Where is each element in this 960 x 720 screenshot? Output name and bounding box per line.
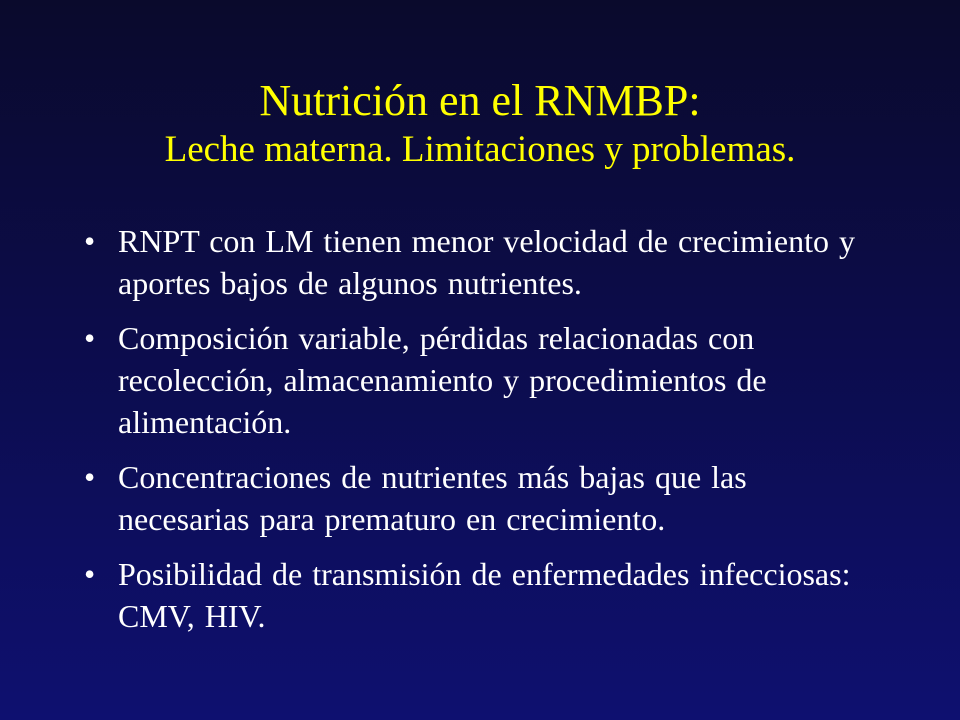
bullet-item bbox=[78, 220, 878, 304]
slide-subtitle: Leche materna. Limitaciones y problemas. bbox=[164, 129, 796, 170]
bullet-icon: • bbox=[84, 459, 96, 495]
bullet-icon: • bbox=[84, 556, 96, 592]
bullet-text: Composición variable, pérdidas relacionadas con recolección, almacenamiento y procedimientos de alimentación. bbox=[118, 320, 767, 440]
slide-title: Nutrición en el RNMBP: bbox=[259, 76, 701, 125]
bullet-item bbox=[78, 317, 878, 443]
bullet-text: Concentraciones de nutrientes más bajas que las necesarias para prematuro en crecimiento. bbox=[118, 459, 747, 537]
title-block bbox=[0, 74, 960, 172]
bullet-text: RNPT con LM tienen menor velocidad de crecimiento y aportes bajos de algunos nutrientes. bbox=[118, 223, 855, 301]
bullet-text: Posibilidad de transmisión de enfermedades infecciosas: CMV, HIV. bbox=[118, 556, 851, 634]
bullet-icon: • bbox=[84, 223, 96, 259]
bullet-list bbox=[78, 220, 878, 650]
bullet-item bbox=[78, 456, 878, 540]
bullet-icon: • bbox=[84, 320, 96, 356]
bullet-item bbox=[78, 553, 878, 637]
